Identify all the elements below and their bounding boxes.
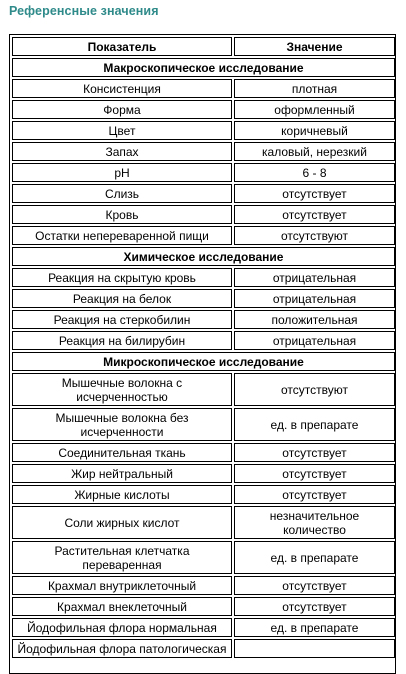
section-row: [12, 247, 395, 266]
parameter-cell: Растительная клетчатка переваренная: [12, 541, 232, 574]
value-cell: отрицательная: [234, 331, 395, 350]
parameter-cell: Реакция на стеркобилин: [12, 310, 232, 329]
value-cell: отсутствует: [234, 485, 395, 504]
table-header-row: [12, 37, 395, 56]
column-header-value: Значение: [234, 37, 395, 56]
value-cell: коричневый: [234, 121, 395, 140]
parameter-cell: Соединительная ткань: [12, 443, 232, 462]
value-cell: отсутствуют: [234, 226, 395, 245]
value-cell: отсутствует: [234, 464, 395, 483]
section-title: Макроскопическое исследование: [12, 58, 395, 77]
parameter-cell: pH: [12, 163, 232, 182]
page-heading: Референсные значения: [9, 4, 159, 18]
parameter-cell: Слизь: [12, 184, 232, 203]
parameter-cell: Крахмал внутриклеточный: [12, 576, 232, 595]
value-cell: отсутствует: [234, 576, 395, 595]
value-cell: отсутствует: [234, 597, 395, 616]
table-body: [12, 58, 395, 658]
parameter-cell: Йодофильная флора нормальная: [12, 618, 232, 637]
table-row: [12, 485, 395, 504]
table-row: [12, 79, 395, 98]
table-row: [12, 618, 395, 637]
parameter-cell: Жирные кислоты: [12, 485, 232, 504]
value-cell: отсутствует: [234, 443, 395, 462]
table-row: [12, 506, 395, 539]
value-cell: [234, 639, 395, 658]
value-cell: 6 - 8: [234, 163, 395, 182]
section-row: [12, 58, 395, 77]
table-row: [12, 100, 395, 119]
table-row: [12, 597, 395, 616]
parameter-cell: Цвет: [12, 121, 232, 140]
section-row: [12, 352, 395, 371]
parameter-cell: Реакция на белок: [12, 289, 232, 308]
table-row: [12, 163, 395, 182]
value-cell: отсутствует: [234, 184, 395, 203]
table-row: [12, 226, 395, 245]
table-row: [12, 142, 395, 161]
table-row: [12, 310, 395, 329]
parameter-cell: Форма: [12, 100, 232, 119]
reference-table-container: [9, 34, 396, 674]
parameter-cell: Жир нейтральный: [12, 464, 232, 483]
parameter-cell: Мышечные волокна без исчерченности: [12, 408, 232, 441]
table-row: [12, 121, 395, 140]
value-cell: отсутствует: [234, 205, 395, 224]
parameter-cell: Соли жирных кислот: [12, 506, 232, 539]
parameter-cell: Йодофильная флора патологическая: [12, 639, 232, 658]
value-cell: оформленный: [234, 100, 395, 119]
section-title: Химическое исследование: [12, 247, 395, 266]
table-row: [12, 464, 395, 483]
value-cell: ед. в препарате: [234, 408, 395, 441]
parameter-cell: Реакция на скрытую кровь: [12, 268, 232, 287]
value-cell: ед. в препарате: [234, 541, 395, 574]
parameter-cell: Консистенция: [12, 79, 232, 98]
table-row: [12, 331, 395, 350]
table-row: [12, 373, 395, 406]
table-row: [12, 576, 395, 595]
parameter-cell: Мышечные волокна с исчерченностью: [12, 373, 232, 406]
table-row: [12, 268, 395, 287]
parameter-cell: Кровь: [12, 205, 232, 224]
table-row: [12, 443, 395, 462]
table-row: [12, 408, 395, 441]
value-cell: незначительное количество: [234, 506, 395, 539]
value-cell: отрицательная: [234, 268, 395, 287]
parameter-cell: Реакция на билирубин: [12, 331, 232, 350]
value-cell: положительная: [234, 310, 395, 329]
table-row: [12, 541, 395, 574]
value-cell: отсутствуют: [234, 373, 395, 406]
value-cell: отрицательная: [234, 289, 395, 308]
value-cell: каловый, нерезкий: [234, 142, 395, 161]
table-row: [12, 289, 395, 308]
column-header-parameter: Показатель: [12, 37, 232, 56]
table-row: [12, 184, 395, 203]
section-title: Микроскопическое исследование: [12, 352, 395, 371]
parameter-cell: Остатки непереваренной пищи: [12, 226, 232, 245]
table-row: [12, 639, 395, 658]
value-cell: ед. в препарате: [234, 618, 395, 637]
value-cell: плотная: [234, 79, 395, 98]
table-row: [12, 205, 395, 224]
parameter-cell: Крахмал внеклеточный: [12, 597, 232, 616]
parameter-cell: Запах: [12, 142, 232, 161]
reference-values-table: [10, 35, 396, 660]
